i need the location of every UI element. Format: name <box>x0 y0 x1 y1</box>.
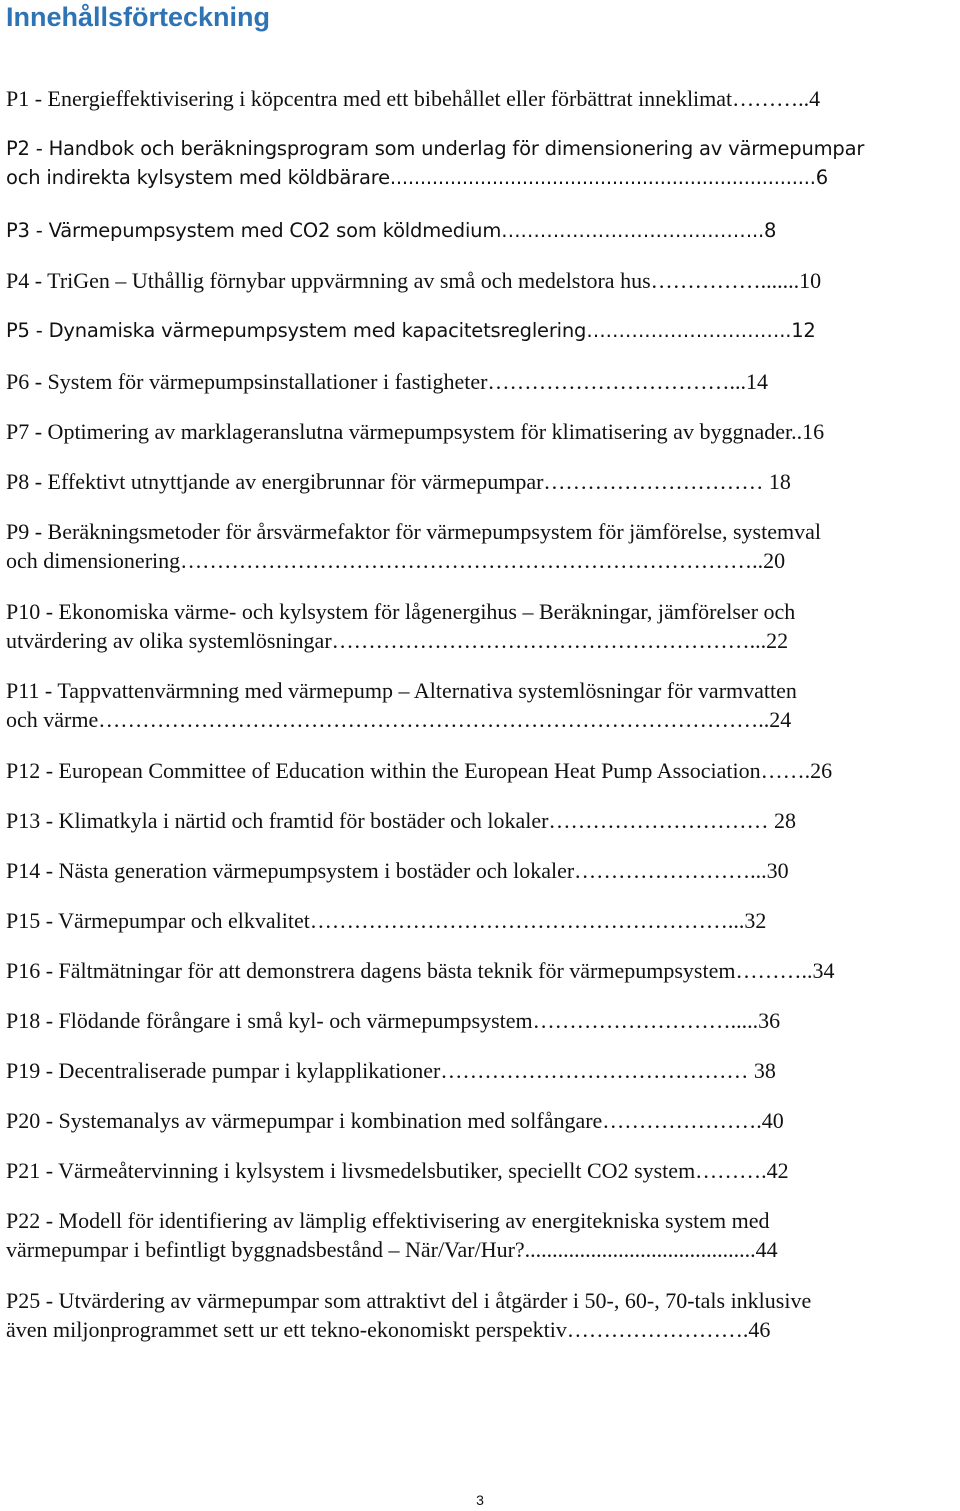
toc-line: P11 - Tappvattenvärmning med värmepump – Alternativa systemlösningar för varmvatten <box>6 678 797 703</box>
toc-line: utvärdering av olika systemlösningar…………………………………………………...22 <box>6 628 789 653</box>
toc-line: P3 - Värmepumpsystem med CO2 som köldmedium…………………………………..8 <box>6 219 777 242</box>
toc-line: P22 - Modell för identifiering av lämplig effektivisering av energitekniska system med <box>6 1208 770 1233</box>
toc-heading: Innehållsförteckning <box>6 2 271 32</box>
toc-entry <box>6 216 956 245</box>
toc-line: P9 - Beräkningsmetoder för årsvärmefaktor för värmepumpsystem för jämförelse, systemval <box>6 519 821 544</box>
toc-line: P10 - Ekonomiska värme- och kylsystem för lågenergihus – Beräkningar, jämförelser och <box>6 599 796 624</box>
toc-entry <box>6 856 956 885</box>
toc-entry <box>6 134 956 192</box>
toc-entry <box>6 756 956 785</box>
toc-entry <box>6 1056 956 1085</box>
toc-line: och värme………………………………………………………………………………..24 <box>6 707 792 732</box>
toc-line: värmepumpar i befintligt byggnadsbestånd – När/Var/Hur?..........................................44 <box>6 1237 778 1262</box>
toc-entry <box>6 676 956 734</box>
toc-entry <box>6 597 956 655</box>
toc-entry <box>6 806 956 835</box>
toc-entry <box>6 1006 956 1035</box>
toc-line: P4 - TriGen – Uthållig förnybar uppvärmning av små och medelstora hus…………….......10 <box>6 268 822 293</box>
toc-line: P20 - Systemanalys av värmepumpar i kombination med solfångare………………….40 <box>6 1108 784 1133</box>
toc-line: P1 - Energieffektivisering i köpcentra med ett bibehållet eller förbättrat inneklimat………..4 <box>6 86 821 111</box>
toc-entry <box>6 1206 956 1264</box>
toc-entry <box>6 906 956 935</box>
toc-line: P5 - Dynamiska värmepumpsystem med kapacitetsreglering…………………………..12 <box>6 319 816 342</box>
toc-line: P19 - Decentraliserade pumpar i kylapplikationer…………………………………… 38 <box>6 1058 776 1083</box>
toc-line: P7 - Optimering av marklageranslutna värmepumpsystem för klimatisering av byggnader..16 <box>6 419 825 444</box>
toc-entry <box>6 84 956 113</box>
toc-entry <box>6 266 956 295</box>
toc-line: P12 - European Committee of Education within the European Heat Pump Association…….26 <box>6 758 833 783</box>
toc-entry <box>6 517 956 575</box>
toc-line: P6 - System för värmepumpsinstallationer i fastigheter……………………………...14 <box>6 369 768 394</box>
toc-entry <box>6 1286 956 1344</box>
toc-entry <box>6 1106 956 1135</box>
toc-line: P18 - Flödande förångare i små kyl- och värmepumpsystem……………………….....36 <box>6 1008 781 1033</box>
toc-line: P21 - Värmeåtervinning i kylsystem i livsmedelsbutiker, speciellt CO2 system……….42 <box>6 1158 789 1183</box>
toc-line: P25 - Utvärdering av värmepumpar som attraktivt del i åtgärder i 50-, 60-, 70-tals inklusive <box>6 1288 812 1313</box>
toc-line: och dimensionering……………………………………………………………………..20 <box>6 548 786 573</box>
toc-entry <box>6 417 956 446</box>
toc-line: P13 - Klimatkyla i närtid och framtid för bostäder och lokaler………………………… 28 <box>6 808 797 833</box>
toc-line: P16 - Fältmätningar för att demonstrera dagens bästa teknik för värmepumpsystem………..34 <box>6 958 835 983</box>
toc-entry <box>6 316 956 345</box>
toc-line: P14 - Nästa generation värmepumpsystem i bostäder och lokaler……………………...30 <box>6 858 789 883</box>
toc-line: P2 - Handbok och beräkningsprogram som underlag för dimensionering av värmepumpar <box>6 137 865 160</box>
toc-line: och indirekta kylsystem med köldbärare.......................................................................6 <box>6 166 828 189</box>
toc-entry <box>6 956 956 985</box>
toc-entry <box>6 367 956 396</box>
toc-line: P8 - Effektivt utnyttjande av energibrunnar för värmepumpar………………………… 18 <box>6 469 791 494</box>
toc-line: även miljonprogrammet sett ur ett tekno-ekonomiskt perspektiv…………………….46 <box>6 1317 771 1342</box>
toc-line: P15 - Värmepumpar och elkvalitet…………………………………………………...32 <box>6 908 767 933</box>
page-number: 3 <box>476 1492 484 1508</box>
toc-entry <box>6 467 956 496</box>
toc-entry <box>6 1156 956 1185</box>
